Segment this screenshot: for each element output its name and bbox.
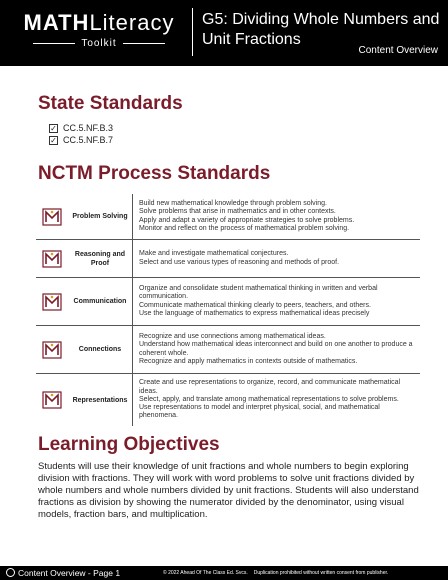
process-row-communication [36,278,420,326]
process-description [132,240,420,277]
description-line: Organize and consolidate student mathematical thinking in written and verbal communication. [139,285,378,301]
math-standard-icon [36,390,68,410]
process-label: Problem Solving [72,213,128,220]
math-standard-icon [36,292,68,312]
description-line: Recognize and apply mathematics in contexts outside of mathematics. [139,357,358,365]
process-row-problem-solving [36,194,420,240]
duplication-notice: Duplication prohibited without written consent from publisher. [253,570,389,576]
description-line: Solve problems that arise in mathematics and in other contexts. [139,208,336,216]
circle-icon [6,568,15,577]
process-label: Reasoning and Proof [74,250,126,267]
math-standard-icon [36,207,68,227]
standard-code: CC.5.NF.B.7 [63,135,114,145]
process-row-reasoning [36,240,420,278]
state-standards-list [49,122,113,146]
process-row-connections [36,326,420,374]
page-footer [0,566,448,580]
footer-copyright [163,569,394,577]
standard-item [49,134,113,146]
state-standards-heading: State Standards [38,93,183,114]
process-description [132,326,420,373]
page-subtitle: Content Overview [358,45,438,56]
learning-objectives-heading: Learning Objectives [38,434,220,455]
description-line: Use the language of mathematics to express mathematical ideas precisely [139,309,370,317]
description-line: Create and use representations to organize, record, and communicate mathematical ideas. [139,379,401,395]
math-standard-icon [36,340,68,360]
standard-code: CC.5.NF.B.3 [63,123,114,133]
nctm-heading: NCTM Process Standards [38,163,271,184]
math-standard-icon [36,249,68,269]
footer-page-text: Content Overview - Page 1 [18,568,121,578]
description-line: Select, apply, and translate among mathematical representations to solve problems. [139,395,399,403]
description-line: Recognize and use connections among mathematical ideas. [139,333,326,341]
math-literacy-logo [14,10,184,50]
logo-main-text: MATH [23,10,90,35]
process-label: Connections [78,346,122,353]
header-divider [192,8,193,56]
description-line: Select and use various types of reasoning and methods of proof. [139,258,340,266]
page-header [0,0,448,66]
description-line: Make and investigate mathematical conjectures. [139,250,289,258]
learning-objectives-text: Students will use their knowledge of unit fractions and whole numbers to begin exploring division with fractions. They will work with word problems to solve unit fractions divided by whole numbers and whole numbers divided by unit fractions. Students will also understand fractions as division by showing the numerator divided by the denominator, using visual models, fraction bars, and multiplication. [38,461,419,520]
copyright-text: © 2022 Ahead Of The Class Ed. Svcs. [163,570,248,576]
description-line: Build new mathematical knowledge through problem solving. [139,200,327,208]
page-title: G5: Dividing Whole Numbers and Unit Fractions [202,11,440,48]
description-line: Communicate mathematical thinking clearly to peers, teachers, and others. [139,301,371,309]
logo-literacy-text: Literacy [89,10,175,35]
checkbox-checked-icon: ✓ [50,123,57,133]
description-line: Understand how mathematical ideas interconnect and build on one another to produce a coherent whole. [139,341,413,357]
logo-toolkit-text: Toolkit [14,38,184,50]
description-line: Apply and adapt a variety of appropriate strategies to solve problems. [139,216,355,224]
checkbox-checked-icon: ✓ [50,135,57,145]
standard-item [49,122,113,134]
description-line: Use representations to model and interpret physical, social, and mathematical phenomena. [139,404,380,420]
process-label: Representations [72,396,128,404]
process-description [132,278,420,325]
process-description [132,374,420,426]
nctm-process-table [36,194,420,426]
description-line: Monitor and reflect on the process of mathematical problem solving. [139,224,350,232]
process-label: Communication [73,298,127,305]
process-row-representations [36,374,420,426]
footer-page-label [6,567,120,579]
process-description [132,194,420,239]
